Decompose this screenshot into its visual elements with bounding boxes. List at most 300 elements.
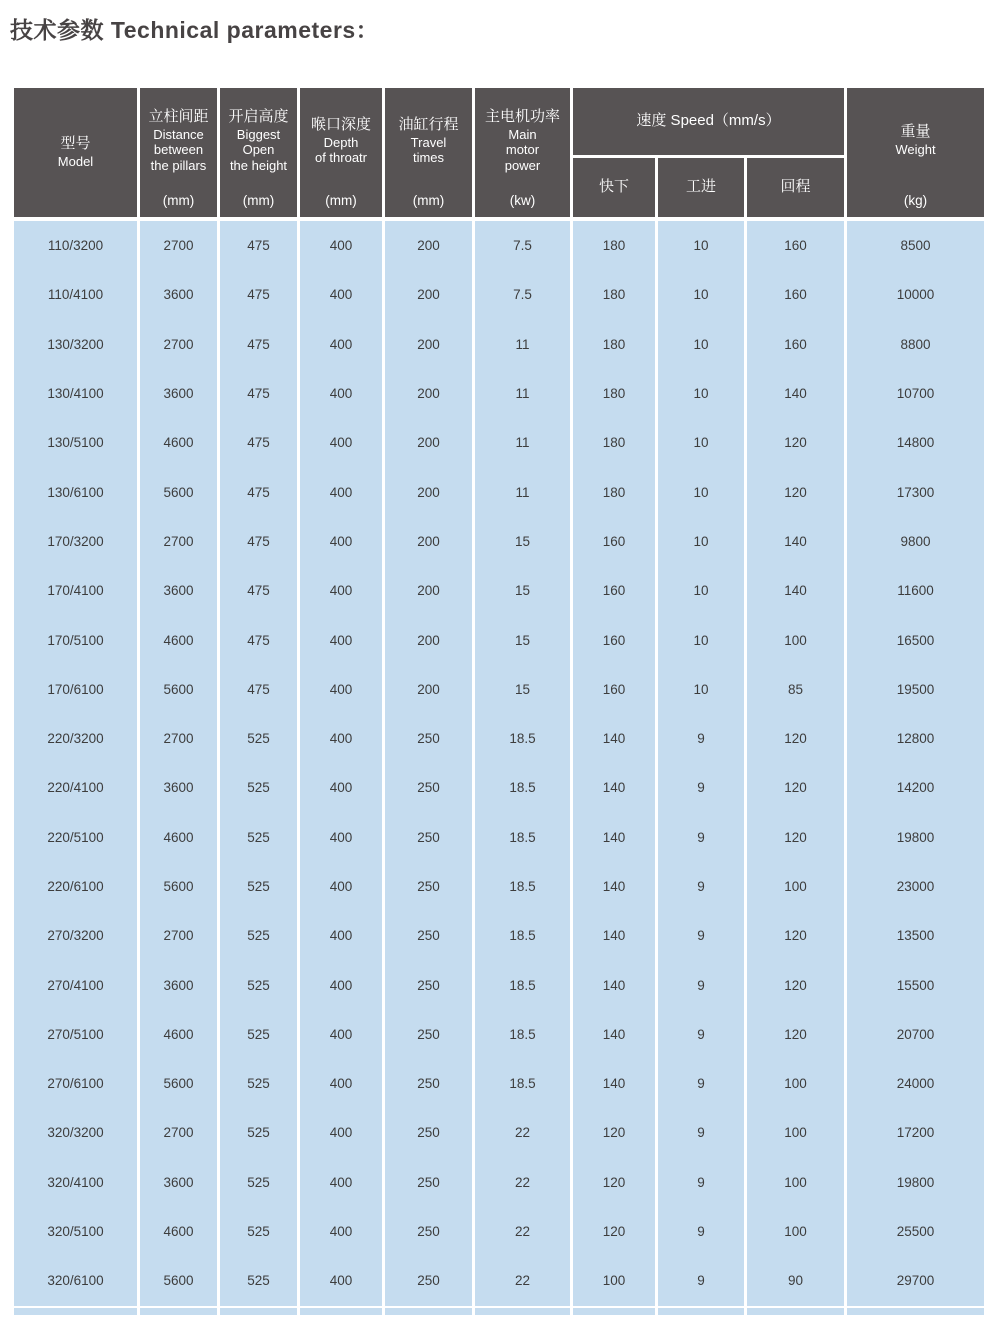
table-cell: 3600 (140, 270, 217, 319)
footer-strip-cell (220, 1308, 297, 1315)
header-speed-label: 速度 Speed（mm/s） (636, 112, 781, 130)
table-row (14, 270, 984, 319)
table-cell: 400 (300, 467, 382, 516)
table-row (14, 665, 984, 714)
table-cell: 170/5100 (14, 615, 137, 664)
header-model-en: Model (57, 154, 94, 170)
table-cell: 475 (220, 221, 297, 270)
table-cell: 13500 (847, 911, 984, 960)
table-cell: 160 (573, 566, 655, 615)
header-weight-unit: (kg) (903, 193, 928, 208)
table-cell: 270/4100 (14, 960, 137, 1009)
table-cell: 180 (573, 320, 655, 369)
table-cell: 250 (385, 1207, 472, 1256)
table-cell: 15 (475, 517, 570, 566)
table-row (14, 615, 984, 664)
table-cell: 18.5 (475, 960, 570, 1009)
header-speed-working-label: 工进 (685, 178, 716, 196)
header-distance-en: Distance (153, 126, 204, 142)
table-cell: 9800 (847, 517, 984, 566)
header-throat-depth-en: of throatr (314, 149, 367, 165)
header-motor-power (475, 88, 570, 217)
table-cell: 110/4100 (14, 270, 137, 319)
table-cell: 9 (658, 1108, 744, 1157)
table-cell: 140 (573, 1059, 655, 1108)
header-throat-depth-en: Depth (323, 134, 359, 150)
table-cell: 19800 (847, 1158, 984, 1207)
table-cell: 29700 (847, 1256, 984, 1305)
table-cell: 22 (475, 1207, 570, 1256)
table-cell: 7.5 (475, 270, 570, 319)
table-row (14, 369, 984, 418)
header-weight-zh: 重量 (900, 123, 931, 141)
table-cell: 9 (658, 862, 744, 911)
footer-strip-cell (140, 1308, 217, 1315)
table-cell: 400 (300, 418, 382, 467)
table-cell: 250 (385, 1158, 472, 1207)
table-cell: 320/3200 (14, 1108, 137, 1157)
table-cell: 400 (300, 221, 382, 270)
table-cell: 170/4100 (14, 566, 137, 615)
header-model-zh: 型号 (60, 135, 91, 153)
table-cell: 140 (573, 763, 655, 812)
table-cell: 130/3200 (14, 320, 137, 369)
table-cell: 100 (747, 1207, 844, 1256)
table-cell: 10 (658, 369, 744, 418)
header-distance-en: between (153, 142, 204, 158)
table-cell: 4600 (140, 1207, 217, 1256)
table-cell: 400 (300, 960, 382, 1009)
table-cell: 400 (300, 911, 382, 960)
table-cell: 270/3200 (14, 911, 137, 960)
table-cell: 200 (385, 467, 472, 516)
table-cell: 200 (385, 418, 472, 467)
table-row (14, 960, 984, 1009)
header-travel-unit: (mm) (412, 193, 445, 208)
table-cell: 400 (300, 517, 382, 566)
table-cell: 3600 (140, 1158, 217, 1207)
footer-strip-cell (14, 1308, 137, 1315)
table-cell: 170/3200 (14, 517, 137, 566)
table-cell: 525 (220, 1010, 297, 1059)
table-cell: 5600 (140, 1059, 217, 1108)
table-cell: 9 (658, 813, 744, 862)
table-cell: 2700 (140, 714, 217, 763)
header-weight-en: Weight (895, 142, 936, 158)
table-row (14, 911, 984, 960)
table-cell: 140 (573, 960, 655, 1009)
table-cell: 200 (385, 615, 472, 664)
table-cell: 140 (747, 566, 844, 615)
table-cell: 4600 (140, 813, 217, 862)
table-cell: 525 (220, 960, 297, 1009)
table-cell: 14800 (847, 418, 984, 467)
table-cell: 200 (385, 566, 472, 615)
table-cell: 9 (658, 911, 744, 960)
table-cell: 160 (573, 517, 655, 566)
footer-strip-cell (300, 1308, 382, 1315)
table-row (14, 418, 984, 467)
table-row (14, 566, 984, 615)
footer-strip-cell (573, 1308, 655, 1315)
table-cell: 400 (300, 813, 382, 862)
table-cell: 100 (747, 1158, 844, 1207)
table-cell: 180 (573, 467, 655, 516)
table-cell: 120 (747, 813, 844, 862)
table-cell: 11 (475, 320, 570, 369)
table-cell: 400 (300, 615, 382, 664)
table-cell: 120 (747, 418, 844, 467)
header-motor-power-en: motor (505, 142, 540, 158)
table-cell: 2700 (140, 517, 217, 566)
table-cell: 475 (220, 665, 297, 714)
table-cell: 400 (300, 1158, 382, 1207)
header-travel-en: times (412, 149, 445, 165)
table-cell: 475 (220, 320, 297, 369)
table-cell: 250 (385, 1256, 472, 1305)
table-cell: 400 (300, 714, 382, 763)
table-cell: 120 (747, 960, 844, 1009)
table-cell: 120 (573, 1158, 655, 1207)
table-cell: 400 (300, 369, 382, 418)
table-cell: 475 (220, 369, 297, 418)
table-cell: 200 (385, 665, 472, 714)
table-cell: 18.5 (475, 1059, 570, 1108)
table-cell: 525 (220, 1207, 297, 1256)
table-row (14, 1256, 984, 1305)
table-cell: 270/5100 (14, 1010, 137, 1059)
table-cell: 10 (658, 270, 744, 319)
table-cell: 25500 (847, 1207, 984, 1256)
header-open-height (220, 88, 297, 217)
table-cell: 475 (220, 270, 297, 319)
table-cell: 180 (573, 418, 655, 467)
table-cell: 100 (747, 615, 844, 664)
table-cell: 140 (573, 714, 655, 763)
table-cell: 250 (385, 911, 472, 960)
table-cell: 525 (220, 763, 297, 812)
table-cell: 400 (300, 763, 382, 812)
table-cell: 250 (385, 1108, 472, 1157)
table-cell: 5600 (140, 665, 217, 714)
table-cell: 320/4100 (14, 1158, 137, 1207)
table-row (14, 813, 984, 862)
table-cell: 8800 (847, 320, 984, 369)
table-cell: 10 (658, 517, 744, 566)
table-cell: 5600 (140, 1256, 217, 1305)
table-cell: 5600 (140, 467, 217, 516)
table-cell: 22 (475, 1256, 570, 1305)
table-cell: 18.5 (475, 862, 570, 911)
table-cell: 160 (747, 320, 844, 369)
header-travel-en: Travel (410, 134, 447, 150)
table-cell: 120 (747, 714, 844, 763)
table-row (14, 517, 984, 566)
table-cell: 525 (220, 1256, 297, 1305)
table-row (14, 1158, 984, 1207)
table-cell: 400 (300, 1108, 382, 1157)
table-cell: 180 (573, 221, 655, 270)
header-open-height-unit: (mm) (242, 193, 275, 208)
header-motor-power-zh: 主电机功率 (484, 108, 560, 126)
header-speed-return (747, 158, 844, 217)
table-cell: 10 (658, 320, 744, 369)
table-cell: 4600 (140, 418, 217, 467)
table-cell: 140 (573, 911, 655, 960)
table-cell: 18.5 (475, 714, 570, 763)
table-cell: 120 (573, 1108, 655, 1157)
table-cell: 200 (385, 369, 472, 418)
table-cell: 140 (747, 369, 844, 418)
table-cell: 250 (385, 813, 472, 862)
table-header (14, 88, 984, 217)
header-distance (140, 88, 217, 217)
table-cell: 475 (220, 467, 297, 516)
table-cell: 23000 (847, 862, 984, 911)
table-cell: 250 (385, 763, 472, 812)
table-cell: 11 (475, 467, 570, 516)
table-cell: 160 (573, 615, 655, 664)
table-cell: 140 (573, 862, 655, 911)
table-cell: 12800 (847, 714, 984, 763)
header-open-height-en: Biggest (236, 126, 281, 142)
header-travel-zh: 油缸行程 (398, 115, 459, 133)
table-cell: 525 (220, 1158, 297, 1207)
table-cell: 400 (300, 1256, 382, 1305)
table-body (14, 221, 984, 1306)
table-cell: 11 (475, 369, 570, 418)
table-cell: 250 (385, 862, 472, 911)
table-cell: 18.5 (475, 911, 570, 960)
header-model (14, 88, 137, 217)
table-cell: 475 (220, 517, 297, 566)
table-cell: 400 (300, 270, 382, 319)
table-row (14, 714, 984, 763)
table-cell: 3600 (140, 763, 217, 812)
table-cell: 200 (385, 221, 472, 270)
table-cell: 525 (220, 1059, 297, 1108)
table-cell: 140 (747, 517, 844, 566)
table-cell: 140 (573, 813, 655, 862)
table-cell: 120 (573, 1207, 655, 1256)
table-cell: 9 (658, 1207, 744, 1256)
table-cell: 10 (658, 615, 744, 664)
table-footer-strip (14, 1308, 984, 1315)
table-cell: 18.5 (475, 763, 570, 812)
table-cell: 400 (300, 1059, 382, 1108)
table-cell: 100 (573, 1256, 655, 1305)
table-cell: 250 (385, 1059, 472, 1108)
table-row (14, 1207, 984, 1256)
table-cell: 2700 (140, 911, 217, 960)
table-cell: 400 (300, 665, 382, 714)
header-speed-working (658, 158, 744, 217)
table-cell: 4600 (140, 615, 217, 664)
table-cell: 15 (475, 665, 570, 714)
table-cell: 160 (747, 221, 844, 270)
table-cell: 9 (658, 763, 744, 812)
table-cell: 100 (747, 1108, 844, 1157)
table-cell: 180 (573, 270, 655, 319)
table-cell: 9 (658, 714, 744, 763)
table-cell: 525 (220, 862, 297, 911)
table-row (14, 763, 984, 812)
table-row (14, 1059, 984, 1108)
table-cell: 11 (475, 418, 570, 467)
table-cell: 120 (747, 763, 844, 812)
header-motor-power-en: Main (508, 126, 537, 142)
table-cell: 320/5100 (14, 1207, 137, 1256)
table-cell: 20700 (847, 1010, 984, 1059)
table-cell: 220/3200 (14, 714, 137, 763)
footer-strip-cell (747, 1308, 844, 1315)
table-cell: 320/6100 (14, 1256, 137, 1305)
table-cell: 4600 (140, 1010, 217, 1059)
table-cell: 15 (475, 615, 570, 664)
table-cell: 130/6100 (14, 467, 137, 516)
table-cell: 100 (747, 1059, 844, 1108)
table-cell: 5600 (140, 862, 217, 911)
table-cell: 220/5100 (14, 813, 137, 862)
table-cell: 8500 (847, 221, 984, 270)
table-cell: 10 (658, 418, 744, 467)
table-cell: 10700 (847, 369, 984, 418)
table-cell: 130/4100 (14, 369, 137, 418)
table-cell: 17300 (847, 467, 984, 516)
table-cell: 525 (220, 813, 297, 862)
table-cell: 19800 (847, 813, 984, 862)
table-row (14, 1108, 984, 1157)
table-cell: 10 (658, 566, 744, 615)
table-cell: 200 (385, 517, 472, 566)
header-motor-power-unit: (kw) (509, 193, 536, 208)
table-cell: 9 (658, 1158, 744, 1207)
table-cell: 130/5100 (14, 418, 137, 467)
table-cell: 2700 (140, 1108, 217, 1157)
footer-strip-cell (385, 1308, 472, 1315)
header-travel (385, 88, 472, 217)
table-cell: 160 (747, 270, 844, 319)
table-row (14, 467, 984, 516)
table-cell: 2700 (140, 221, 217, 270)
table-cell: 9 (658, 960, 744, 1009)
table-cell: 18.5 (475, 813, 570, 862)
table-cell: 100 (747, 862, 844, 911)
table-cell: 19500 (847, 665, 984, 714)
page-title: 技术参数 Technical parameters： (10, 17, 380, 43)
table-cell: 3600 (140, 566, 217, 615)
footer-strip-cell (847, 1308, 984, 1315)
table-cell: 120 (747, 467, 844, 516)
header-speed-fast-down-label: 快下 (598, 178, 629, 196)
header-speed (573, 88, 844, 155)
table-cell: 22 (475, 1158, 570, 1207)
header-open-height-zh: 开启高度 (228, 108, 289, 126)
table-cell: 400 (300, 566, 382, 615)
table-cell: 250 (385, 960, 472, 1009)
table-cell: 270/6100 (14, 1059, 137, 1108)
header-distance-unit: (mm) (162, 193, 195, 208)
footer-strip-cell (475, 1308, 570, 1315)
table-row (14, 1010, 984, 1059)
table-cell: 16500 (847, 615, 984, 664)
table-cell: 525 (220, 714, 297, 763)
header-distance-en: the pillars (150, 157, 207, 173)
table-cell: 200 (385, 270, 472, 319)
table-cell: 9 (658, 1256, 744, 1305)
table-cell: 475 (220, 615, 297, 664)
table-cell: 200 (385, 320, 472, 369)
table-cell: 170/6100 (14, 665, 137, 714)
table-cell: 110/3200 (14, 221, 137, 270)
header-throat-depth-zh: 喉口深度 (310, 115, 371, 133)
table-cell: 2700 (140, 320, 217, 369)
table-cell: 7.5 (475, 221, 570, 270)
table-cell: 11600 (847, 566, 984, 615)
table-cell: 475 (220, 566, 297, 615)
table-cell: 475 (220, 418, 297, 467)
header-throat-depth (300, 88, 382, 217)
table-cell: 220/4100 (14, 763, 137, 812)
header-motor-power-en: power (504, 157, 541, 173)
table-row (14, 221, 984, 270)
table-cell: 9 (658, 1059, 744, 1108)
table-cell: 9 (658, 1010, 744, 1059)
header-distance-zh: 立柱间距 (148, 108, 209, 126)
table-cell: 22 (475, 1108, 570, 1157)
table-cell: 85 (747, 665, 844, 714)
header-open-height-en: Open (242, 142, 275, 158)
table-row (14, 320, 984, 369)
header-throat-depth-unit: (mm) (325, 193, 357, 208)
table-cell: 15500 (847, 960, 984, 1009)
table-cell: 10 (658, 221, 744, 270)
table-cell: 120 (747, 1010, 844, 1059)
table-cell: 400 (300, 1207, 382, 1256)
table-cell: 525 (220, 1108, 297, 1157)
table-cell: 14200 (847, 763, 984, 812)
table-cell: 525 (220, 911, 297, 960)
table-cell: 250 (385, 714, 472, 763)
table-cell: 17200 (847, 1108, 984, 1157)
header-open-height-en: the height (229, 157, 288, 173)
table-cell: 3600 (140, 369, 217, 418)
table-cell: 160 (573, 665, 655, 714)
table-cell: 250 (385, 1010, 472, 1059)
table-cell: 24000 (847, 1059, 984, 1108)
table-cell: 10000 (847, 270, 984, 319)
table-cell: 140 (573, 1010, 655, 1059)
technical-parameters-table (14, 88, 984, 1315)
table-cell: 400 (300, 862, 382, 911)
table-cell: 120 (747, 911, 844, 960)
table-row (14, 862, 984, 911)
table-cell: 3600 (140, 960, 217, 1009)
header-speed-fast-down (573, 158, 655, 217)
table-cell: 10 (658, 665, 744, 714)
table-cell: 90 (747, 1256, 844, 1305)
header-weight (847, 88, 984, 217)
table-cell: 400 (300, 1010, 382, 1059)
header-speed-return-label: 回程 (780, 178, 811, 196)
table-cell: 18.5 (475, 1010, 570, 1059)
table-cell: 15 (475, 566, 570, 615)
footer-strip-cell (658, 1308, 744, 1315)
table-cell: 400 (300, 320, 382, 369)
table-cell: 220/6100 (14, 862, 137, 911)
table-cell: 10 (658, 467, 744, 516)
table-cell: 180 (573, 369, 655, 418)
